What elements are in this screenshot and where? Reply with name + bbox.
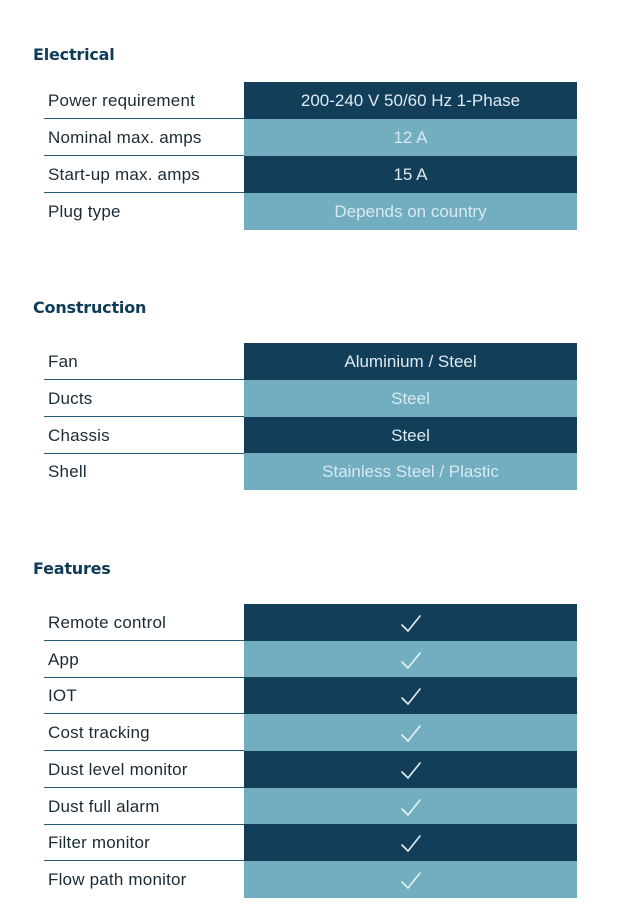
- spec-label: Ducts: [48, 389, 93, 408]
- spec-label: Start-up max. amps: [48, 165, 200, 184]
- feature-row: [0, 861, 634, 898]
- spec-row-shell: [0, 453, 634, 490]
- checkmark-icon: [400, 798, 422, 818]
- feature-value: [244, 604, 577, 641]
- feature-row: [0, 714, 634, 751]
- spec-row-ducts: [0, 380, 634, 417]
- feature-value: [244, 751, 577, 788]
- spec-value: 15 A: [244, 156, 577, 193]
- feature-label: Cost tracking: [48, 723, 150, 742]
- feature-row: [0, 751, 634, 788]
- checkmark-icon: [400, 687, 422, 707]
- feature-label: Dust level monitor: [48, 760, 188, 779]
- section-title-features: Features: [33, 559, 111, 578]
- feature-label: App: [48, 650, 79, 669]
- spec-row-fan: [0, 343, 634, 380]
- spec-row-nominal-max-amps: [0, 119, 634, 156]
- spec-value: Stainless Steel / Plastic: [244, 453, 577, 490]
- spec-value: Steel: [244, 380, 577, 417]
- section-title-construction: Construction: [33, 298, 147, 317]
- checkmark-icon: [400, 651, 422, 671]
- feature-value: [244, 788, 577, 825]
- spec-row-plug-type: [0, 193, 634, 230]
- feature-label: Dust full alarm: [48, 797, 160, 816]
- spec-label: Power requirement: [48, 91, 196, 110]
- feature-row: [0, 677, 634, 714]
- feature-value: [244, 861, 577, 898]
- checkmark-icon: [400, 724, 422, 744]
- feature-label: IOT: [48, 686, 77, 705]
- checkmark-icon: [400, 761, 422, 781]
- spec-row-chassis: [0, 417, 634, 454]
- feature-label: Filter monitor: [48, 833, 150, 852]
- feature-row: [0, 604, 634, 641]
- feature-row: [0, 788, 634, 825]
- feature-label: Remote control: [48, 613, 167, 632]
- spec-label: Shell: [48, 462, 87, 481]
- spec-value: Steel: [244, 417, 577, 454]
- feature-row: [0, 641, 634, 678]
- spec-value: Aluminium / Steel: [244, 343, 577, 380]
- spec-label: Chassis: [48, 426, 110, 445]
- spec-row-startup-max-amps: [0, 156, 634, 193]
- section-title-electrical: Electrical: [33, 45, 115, 64]
- spec-value: 200-240 V 50/60 Hz 1-Phase: [244, 82, 577, 119]
- spec-value: Depends on country: [244, 193, 577, 230]
- spec-row-power-requirement: [0, 82, 634, 119]
- feature-value: [244, 824, 577, 861]
- spec-label: Plug type: [48, 202, 121, 221]
- spec-label: Fan: [48, 352, 78, 371]
- spec-label: Nominal max. amps: [48, 128, 202, 147]
- spec-value: 12 A: [244, 119, 577, 156]
- checkmark-icon: [400, 871, 422, 891]
- feature-row: [0, 824, 634, 861]
- feature-value: [244, 677, 577, 714]
- feature-label: Flow path monitor: [48, 870, 187, 889]
- feature-value: [244, 714, 577, 751]
- checkmark-icon: [400, 614, 422, 634]
- feature-value: [244, 641, 577, 678]
- checkmark-icon: [400, 834, 422, 854]
